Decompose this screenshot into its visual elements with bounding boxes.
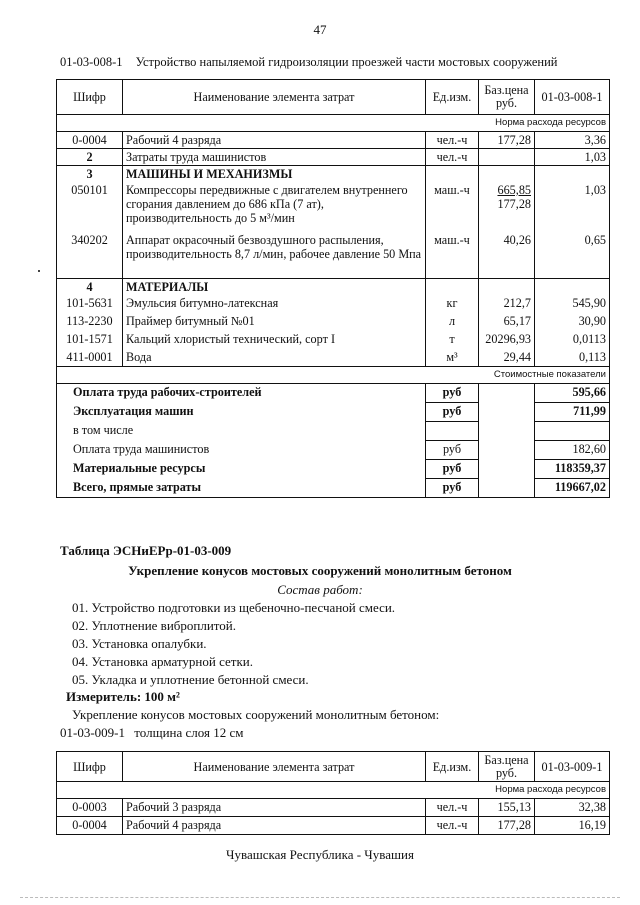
cost-label: Оплата труда рабочих-строителей [57,384,426,403]
row-cipher: 101-5631 [57,295,123,313]
header-name: Наименование элемента затрат [123,752,426,782]
table-row [57,349,610,367]
scan-edge-line [20,897,620,899]
row-price: 212,7 [479,295,535,313]
row-name: Компрессоры передвижные с двигателем внутреннего сгорания давлением до 686 кПа (7 ат), производительность до 5 м³/мин [123,182,426,232]
header-cipher: Шифр [57,80,123,115]
table-row [57,295,610,313]
row-name: МАТЕРИАЛЫ [123,278,426,295]
header-cipher: Шифр [57,752,123,782]
row-name: Рабочий 4 разряда [123,817,426,835]
row-unit: м³ [426,349,479,367]
table-title: Таблица ЭСНиЕРр-01-03-009 [60,543,232,558]
row-norm: 0,0113 [535,331,610,349]
row-name: Вода [123,349,426,367]
row-unit: чел.-ч [426,817,479,835]
row-norm: 1,03 [535,149,610,166]
table-header-row [57,752,610,782]
section-title-text: Устройство напыляемой гидроизоляции проезжей части мостовых сооружений [135,55,558,69]
row-norm: 1,03 [535,182,610,232]
row-price: 40,26 [479,232,535,278]
row-unit: чел.-ч [426,132,479,149]
header-unit: Ед.изм. [426,752,479,782]
cost-value: 595,66 [535,384,610,403]
page-number: 47 [313,22,327,37]
row-name: Кальций хлористый технический, сорт I [123,331,426,349]
table-header-row [57,80,610,115]
works-item: 03. Установка опалубки. [72,636,207,651]
row-norm: 30,90 [535,313,610,331]
norm-band: Норма расхода ресурсов [57,782,610,799]
row-name: Эмульсия битумно-латексная [123,295,426,313]
table-row [57,149,610,166]
works-item: 02. Уплотнение виброплитой. [72,618,237,633]
row-name: Аппарат окрасочный безвоздушного распыления, производительность 8,7 л/мин, рабочее давление 50 Мпа [123,232,426,278]
section-title [60,55,558,70]
table-row [57,817,610,835]
header-unit: Ед.изм. [426,80,479,115]
cost-unit: руб [426,403,479,422]
row-unit: маш.-ч [426,182,479,232]
works-title: Состав работ: [277,582,363,597]
item-line [60,725,244,741]
row-unit: л [426,313,479,331]
item-desc: толщина слоя 12 см [134,725,244,740]
row-price: 155,13 [479,799,535,817]
row-cipher: 0-0003 [57,799,123,817]
table-row [57,313,610,331]
cost-row [57,403,610,422]
scan-speck [38,270,40,272]
subheading: Укрепление конусов мостовых сооружений монолитным бетоном: [72,707,440,722]
row-cipher: 113-2230 [57,313,123,331]
meter: Измеритель: 100 м² [66,689,180,704]
table-row [57,331,610,349]
row-cipher: 101-1571 [57,331,123,349]
cost-row [57,460,610,479]
cost-row [57,422,610,441]
cost-value: 119667,02 [535,479,610,498]
header-price: Баз.цена руб. [479,752,535,782]
row-name: Рабочий 4 разряда [123,132,426,149]
row-price: 29,44 [479,349,535,367]
norm-band: Норма расхода ресурсов [57,115,610,132]
cost-value: 182,60 [535,441,610,460]
cost-value: 711,99 [535,403,610,422]
row-cipher: 340202 [57,232,123,278]
row-norm: 32,38 [535,799,610,817]
works-item: 01. Устройство подготовки из щебеночно-песчаной смеси. [72,600,396,615]
row-unit: маш.-ч [426,232,479,278]
row-price: 20296,93 [479,331,535,349]
header-name: Наименование элемента затрат [123,80,426,115]
norm-band-row [57,115,610,132]
row-cipher: 411-0001 [57,349,123,367]
table-row [57,232,610,278]
row-norm: 3,36 [535,132,610,149]
cost-label: в том числе [57,422,426,441]
cost-row [57,441,610,460]
cost-unit: руб [426,441,479,460]
row-price [479,149,535,166]
works-item: 04. Установка арматурной сетки. [72,654,253,669]
row-unit: т [426,331,479,349]
cost-label: Оплата труда машинистов [57,441,426,460]
row-name: Рабочий 3 разряда [123,799,426,817]
row-norm: 16,19 [535,817,610,835]
row-price-primary: 665,85 [497,183,531,197]
row-price: 177,28 [479,132,535,149]
row-unit: чел.-ч [426,149,479,166]
row-unit: чел.-ч [426,799,479,817]
item-code: 01-03-009-1 [60,725,125,740]
row-norm: 545,90 [535,295,610,313]
row-norm: 0,113 [535,349,610,367]
cost-row [57,384,610,403]
row-name: Праймер битумный №01 [123,313,426,331]
row-norm: 0,65 [535,232,610,278]
row-unit: кг [426,295,479,313]
works-item: 05. Укладка и уплотнение бетонной смеси. [72,672,309,687]
table-row [57,278,610,295]
cost-value: 118359,37 [535,460,610,479]
section-heading: Укрепление конусов мостовых сооружений монолитным бетоном [128,563,512,578]
row-price [479,182,535,232]
page-footer: Чувашская Республика - Чувашия [226,847,414,862]
cost-unit: руб [426,384,479,403]
cost-band: Стоимостные показатели [57,367,610,384]
table-row [57,166,610,183]
row-name: Затраты труда машинистов [123,149,426,166]
table-row [57,799,610,817]
row-cipher: 050101 [57,182,123,232]
row-price: 177,28 [479,817,535,835]
table-row [57,132,610,149]
resource-table-1 [56,79,610,498]
cost-label: Всего, прямые затраты [57,479,426,498]
resource-table-2 [56,751,610,835]
row-price-secondary: 177,28 [497,197,531,211]
header-price: Баз.цена руб. [479,80,535,115]
header-norm: 01-03-009-1 [535,752,610,782]
row-cipher: 2 [57,149,123,166]
row-cipher: 4 [57,278,123,295]
cost-label: Эксплуатация машин [57,403,426,422]
row-price: 65,17 [479,313,535,331]
cost-unit: руб [426,479,479,498]
cost-row [57,479,610,498]
row-cipher: 3 [57,166,123,183]
cost-label: Материальные ресурсы [57,460,426,479]
cost-unit: руб [426,460,479,479]
norm-band-row [57,782,610,799]
row-cipher: 0-0004 [57,817,123,835]
row-name: МАШИНЫ И МЕХАНИЗМЫ [123,166,426,183]
cost-band-row [57,367,610,384]
row-cipher: 0-0004 [57,132,123,149]
section-code: 01-03-008-1 [60,55,123,69]
table-row [57,182,610,232]
header-norm: 01-03-008-1 [535,80,610,115]
